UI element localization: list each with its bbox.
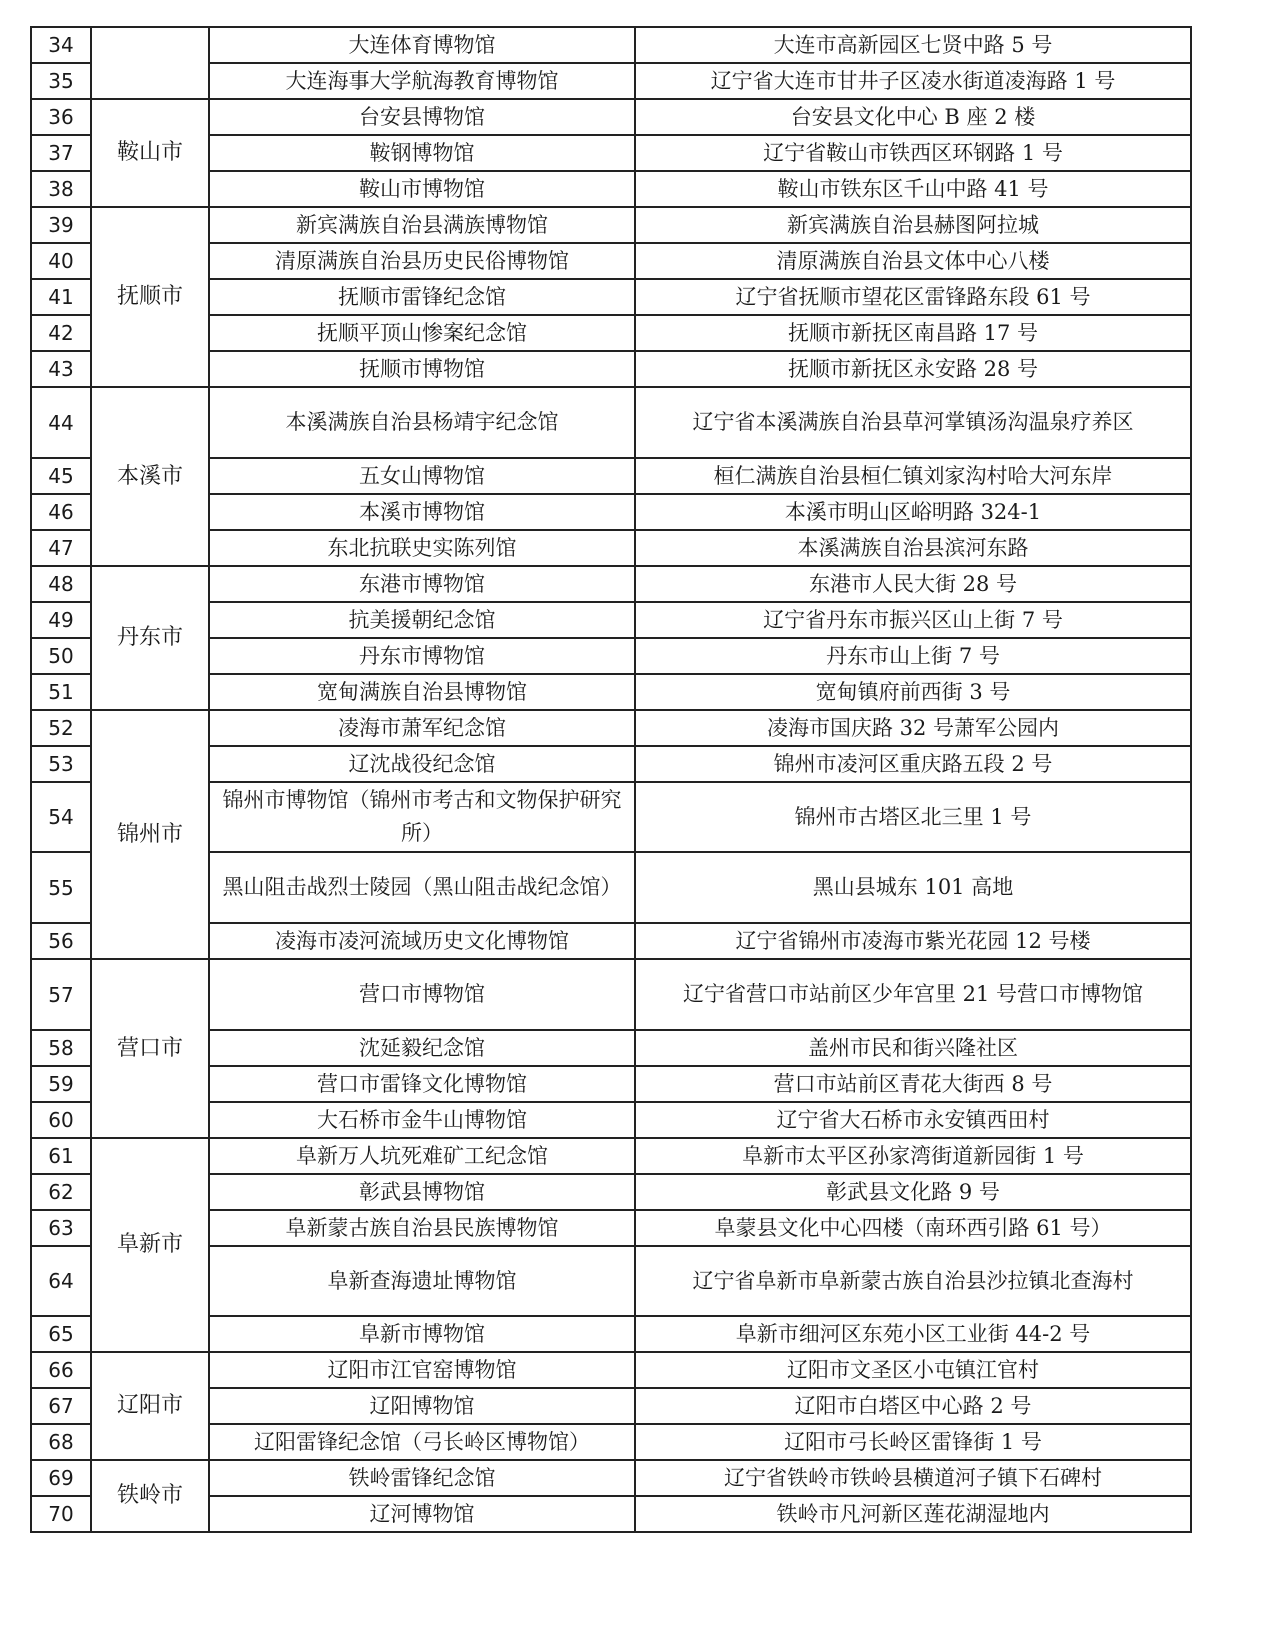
- museum-name: 黑山阻击战烈士陵园（黑山阻击战纪念馆）: [209, 852, 635, 923]
- museum-name: 辽阳博物馆: [209, 1388, 635, 1424]
- row-number: 42: [31, 315, 91, 351]
- museum-name: 东北抗联史实陈列馆: [209, 530, 635, 566]
- museum-name: 凌海市凌河流域历史文化博物馆: [209, 923, 635, 959]
- museum-name: 锦州市博物馆（锦州市考古和文物保护研究所）: [209, 782, 635, 852]
- table-row: [31, 99, 1191, 135]
- row-number: 46: [31, 494, 91, 530]
- row-number: 43: [31, 351, 91, 387]
- row-number: 54: [31, 782, 91, 852]
- row-number: 57: [31, 959, 91, 1030]
- museum-address: 辽宁省丹东市振兴区山上街 7 号: [635, 602, 1191, 638]
- museum-address: 抚顺市新抚区南昌路 17 号: [635, 315, 1191, 351]
- museum-address: 抚顺市新抚区永安路 28 号: [635, 351, 1191, 387]
- row-number: 53: [31, 746, 91, 782]
- museum-name: 辽河博物馆: [209, 1496, 635, 1532]
- table-row: [31, 959, 1191, 1030]
- row-number: 37: [31, 135, 91, 171]
- museum-address: 凌海市国庆路 32 号萧军公园内: [635, 710, 1191, 746]
- row-number: 55: [31, 852, 91, 923]
- table-row: [31, 566, 1191, 602]
- museum-name: 辽阳雷锋纪念馆（弓长岭区博物馆）: [209, 1424, 635, 1460]
- museum-address: 锦州市凌河区重庆路五段 2 号: [635, 746, 1191, 782]
- row-number: 48: [31, 566, 91, 602]
- row-number: 36: [31, 99, 91, 135]
- museum-address: 辽宁省锦州市凌海市紫光花园 12 号楼: [635, 923, 1191, 959]
- museum-address: 盖州市民和街兴隆社区: [635, 1030, 1191, 1066]
- table-row: [31, 710, 1191, 746]
- museum-name: 鞍山市博物馆: [209, 171, 635, 207]
- museum-address: 辽宁省鞍山市铁西区环钢路 1 号: [635, 135, 1191, 171]
- row-number: 56: [31, 923, 91, 959]
- museum-name: 宽甸满族自治县博物馆: [209, 674, 635, 710]
- row-number: 64: [31, 1246, 91, 1316]
- museum-address: 清原满族自治县文体中心八楼: [635, 243, 1191, 279]
- row-number: 50: [31, 638, 91, 674]
- city-cell: 本溪市: [91, 387, 209, 566]
- row-number: 52: [31, 710, 91, 746]
- table-row: [31, 387, 1191, 458]
- museum-address: 辽宁省抚顺市望花区雷锋路东段 61 号: [635, 279, 1191, 315]
- row-number: 58: [31, 1030, 91, 1066]
- city-cell: 丹东市: [91, 566, 209, 710]
- museum-address: 东港市人民大街 28 号: [635, 566, 1191, 602]
- row-number: 49: [31, 602, 91, 638]
- row-number: 47: [31, 530, 91, 566]
- row-number: 63: [31, 1210, 91, 1246]
- museum-address: 台安县文化中心 B 座 2 楼: [635, 99, 1191, 135]
- museum-name: 彰武县博物馆: [209, 1174, 635, 1210]
- table-row: [31, 207, 1191, 243]
- museum-name: 本溪满族自治县杨靖宇纪念馆: [209, 387, 635, 458]
- museum-name: 本溪市博物馆: [209, 494, 635, 530]
- museum-name: 营口市雷锋文化博物馆: [209, 1066, 635, 1102]
- museum-address: 辽宁省阜新市阜新蒙古族自治县沙拉镇北查海村: [635, 1246, 1191, 1316]
- museum-address: 辽宁省本溪满族自治县草河掌镇汤沟温泉疗养区: [635, 387, 1191, 458]
- museum-name: 新宾满族自治县满族博物馆: [209, 207, 635, 243]
- museum-address: 黑山县城东 101 高地: [635, 852, 1191, 923]
- museum-address: 锦州市古塔区北三里 1 号: [635, 782, 1191, 852]
- museum-name: 大石桥市金牛山博物馆: [209, 1102, 635, 1138]
- row-number: 45: [31, 458, 91, 494]
- city-cell: 铁岭市: [91, 1460, 209, 1532]
- row-number: 39: [31, 207, 91, 243]
- museum-name: 营口市博物馆: [209, 959, 635, 1030]
- museum-address: 宽甸镇府前西街 3 号: [635, 674, 1191, 710]
- row-number: 67: [31, 1388, 91, 1424]
- city-cell: 锦州市: [91, 710, 209, 959]
- museum-name: 沈延毅纪念馆: [209, 1030, 635, 1066]
- museum-address: 辽阳市弓长岭区雷锋街 1 号: [635, 1424, 1191, 1460]
- table-row: [31, 1460, 1191, 1496]
- museum-name: 抚顺平顶山惨案纪念馆: [209, 315, 635, 351]
- museum-address: 阜蒙县文化中心四楼（南环西引路 61 号）: [635, 1210, 1191, 1246]
- row-number: 41: [31, 279, 91, 315]
- museum-address: 辽阳市白塔区中心路 2 号: [635, 1388, 1191, 1424]
- row-number: 44: [31, 387, 91, 458]
- city-cell: 阜新市: [91, 1138, 209, 1352]
- row-number: 65: [31, 1316, 91, 1352]
- museum-address: 丹东市山上街 7 号: [635, 638, 1191, 674]
- row-number: 35: [31, 63, 91, 99]
- row-number: 40: [31, 243, 91, 279]
- row-number: 70: [31, 1496, 91, 1532]
- row-number: 59: [31, 1066, 91, 1102]
- museum-table-body: [31, 27, 1191, 1532]
- row-number: 61: [31, 1138, 91, 1174]
- city-cell: 鞍山市: [91, 99, 209, 207]
- museum-address: 本溪市明山区峪明路 324-1: [635, 494, 1191, 530]
- museum-address: 新宾满族自治县赫图阿拉城: [635, 207, 1191, 243]
- row-number: 69: [31, 1460, 91, 1496]
- row-number: 66: [31, 1352, 91, 1388]
- city-cell: 营口市: [91, 959, 209, 1138]
- museum-name: 辽沈战役纪念馆: [209, 746, 635, 782]
- museum-address: 桓仁满族自治县桓仁镇刘家沟村哈大河东岸: [635, 458, 1191, 494]
- museum-address: 辽阳市文圣区小屯镇江官村: [635, 1352, 1191, 1388]
- museum-address: 阜新市太平区孙家湾街道新园街 1 号: [635, 1138, 1191, 1174]
- museum-name: 五女山博物馆: [209, 458, 635, 494]
- row-number: 51: [31, 674, 91, 710]
- museum-name: 鞍钢博物馆: [209, 135, 635, 171]
- table-row: [31, 1352, 1191, 1388]
- museum-address: 辽宁省铁岭市铁岭县横道河子镇下石碑村: [635, 1460, 1191, 1496]
- museum-name: 丹东市博物馆: [209, 638, 635, 674]
- table-row: [31, 27, 1191, 63]
- museum-name: 抚顺市博物馆: [209, 351, 635, 387]
- museum-address: 辽宁省营口市站前区少年宫里 21 号营口市博物馆: [635, 959, 1191, 1030]
- museum-name: 辽阳市江官窑博物馆: [209, 1352, 635, 1388]
- museum-name: 东港市博物馆: [209, 566, 635, 602]
- museum-list-table: [30, 26, 1192, 1533]
- city-cell: 抚顺市: [91, 207, 209, 387]
- museum-address: 辽宁省大连市甘井子区凌水街道凌海路 1 号: [635, 63, 1191, 99]
- table-row: [31, 1138, 1191, 1174]
- row-number: 38: [31, 171, 91, 207]
- city-cell: 辽阳市: [91, 1352, 209, 1460]
- museum-address: 彰武县文化路 9 号: [635, 1174, 1191, 1210]
- museum-name: 阜新查海遗址博物馆: [209, 1246, 635, 1316]
- museum-address: 辽宁省大石桥市永安镇西田村: [635, 1102, 1191, 1138]
- museum-name: 铁岭雷锋纪念馆: [209, 1460, 635, 1496]
- museum-name: 阜新市博物馆: [209, 1316, 635, 1352]
- museum-address: 铁岭市凡河新区莲花湖湿地内: [635, 1496, 1191, 1532]
- museum-address: 营口市站前区青花大街西 8 号: [635, 1066, 1191, 1102]
- museum-name: 阜新蒙古族自治县民族博物馆: [209, 1210, 635, 1246]
- museum-name: 抗美援朝纪念馆: [209, 602, 635, 638]
- museum-name: 大连海事大学航海教育博物馆: [209, 63, 635, 99]
- museum-name: 抚顺市雷锋纪念馆: [209, 279, 635, 315]
- city-cell: [91, 27, 209, 99]
- row-number: 62: [31, 1174, 91, 1210]
- row-number: 60: [31, 1102, 91, 1138]
- museum-name: 大连体育博物馆: [209, 27, 635, 63]
- museum-address: 本溪满族自治县滨河东路: [635, 530, 1191, 566]
- museum-name: 台安县博物馆: [209, 99, 635, 135]
- museum-address: 大连市高新园区七贤中路 5 号: [635, 27, 1191, 63]
- museum-name: 凌海市萧军纪念馆: [209, 710, 635, 746]
- row-number: 34: [31, 27, 91, 63]
- row-number: 68: [31, 1424, 91, 1460]
- museum-address: 阜新市细河区东苑小区工业街 44-2 号: [635, 1316, 1191, 1352]
- museum-address: 鞍山市铁东区千山中路 41 号: [635, 171, 1191, 207]
- museum-name: 阜新万人坑死难矿工纪念馆: [209, 1138, 635, 1174]
- museum-name: 清原满族自治县历史民俗博物馆: [209, 243, 635, 279]
